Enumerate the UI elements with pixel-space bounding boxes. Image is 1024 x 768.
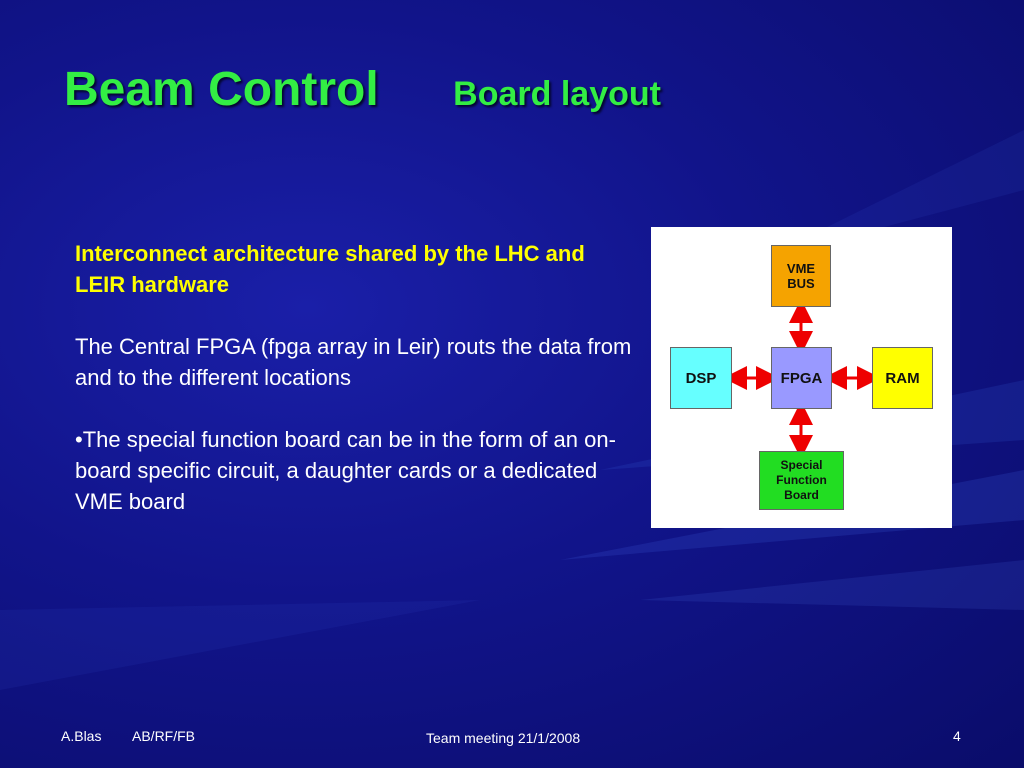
content-bullet: •The special function board can be in the form of an on-board specific circuit, a daughter cards or a dedicated VME board — [75, 427, 616, 514]
special-label-line2: Function — [776, 473, 827, 487]
vme-bus-block — [771, 245, 831, 307]
fpga-block — [771, 347, 832, 409]
footer-group: AB/RF/FB — [132, 728, 196, 744]
footer-author: A.Blas — [61, 728, 102, 744]
slide-title — [64, 62, 661, 118]
title-sub: Board layout — [453, 75, 661, 113]
dsp-label: DSP — [685, 369, 717, 387]
content-text — [75, 238, 635, 548]
special-function-board-block — [759, 451, 844, 510]
title-main: Beam Control — [64, 63, 379, 116]
page-number: 4 — [953, 728, 961, 744]
content-heading: Interconnect architecture shared by the LHC and LEIR hardware — [75, 241, 585, 297]
ram-label: RAM — [885, 369, 920, 387]
ram-block — [872, 347, 933, 409]
vme-bus-label-line1: VME — [786, 261, 816, 276]
content-paragraph-1: The Central FPGA (fpga array in Leir) routs the data from and to the different locations — [75, 334, 632, 390]
vme-bus-label-line2: BUS — [787, 276, 815, 291]
special-label-line1: Special — [780, 458, 823, 472]
dsp-block — [670, 347, 732, 409]
special-label-line3: Board — [784, 488, 819, 502]
board-layout-diagram — [651, 227, 952, 528]
footer-meeting: Team meeting 21/1/2008 — [426, 730, 581, 746]
fpga-label: FPGA — [780, 369, 823, 387]
